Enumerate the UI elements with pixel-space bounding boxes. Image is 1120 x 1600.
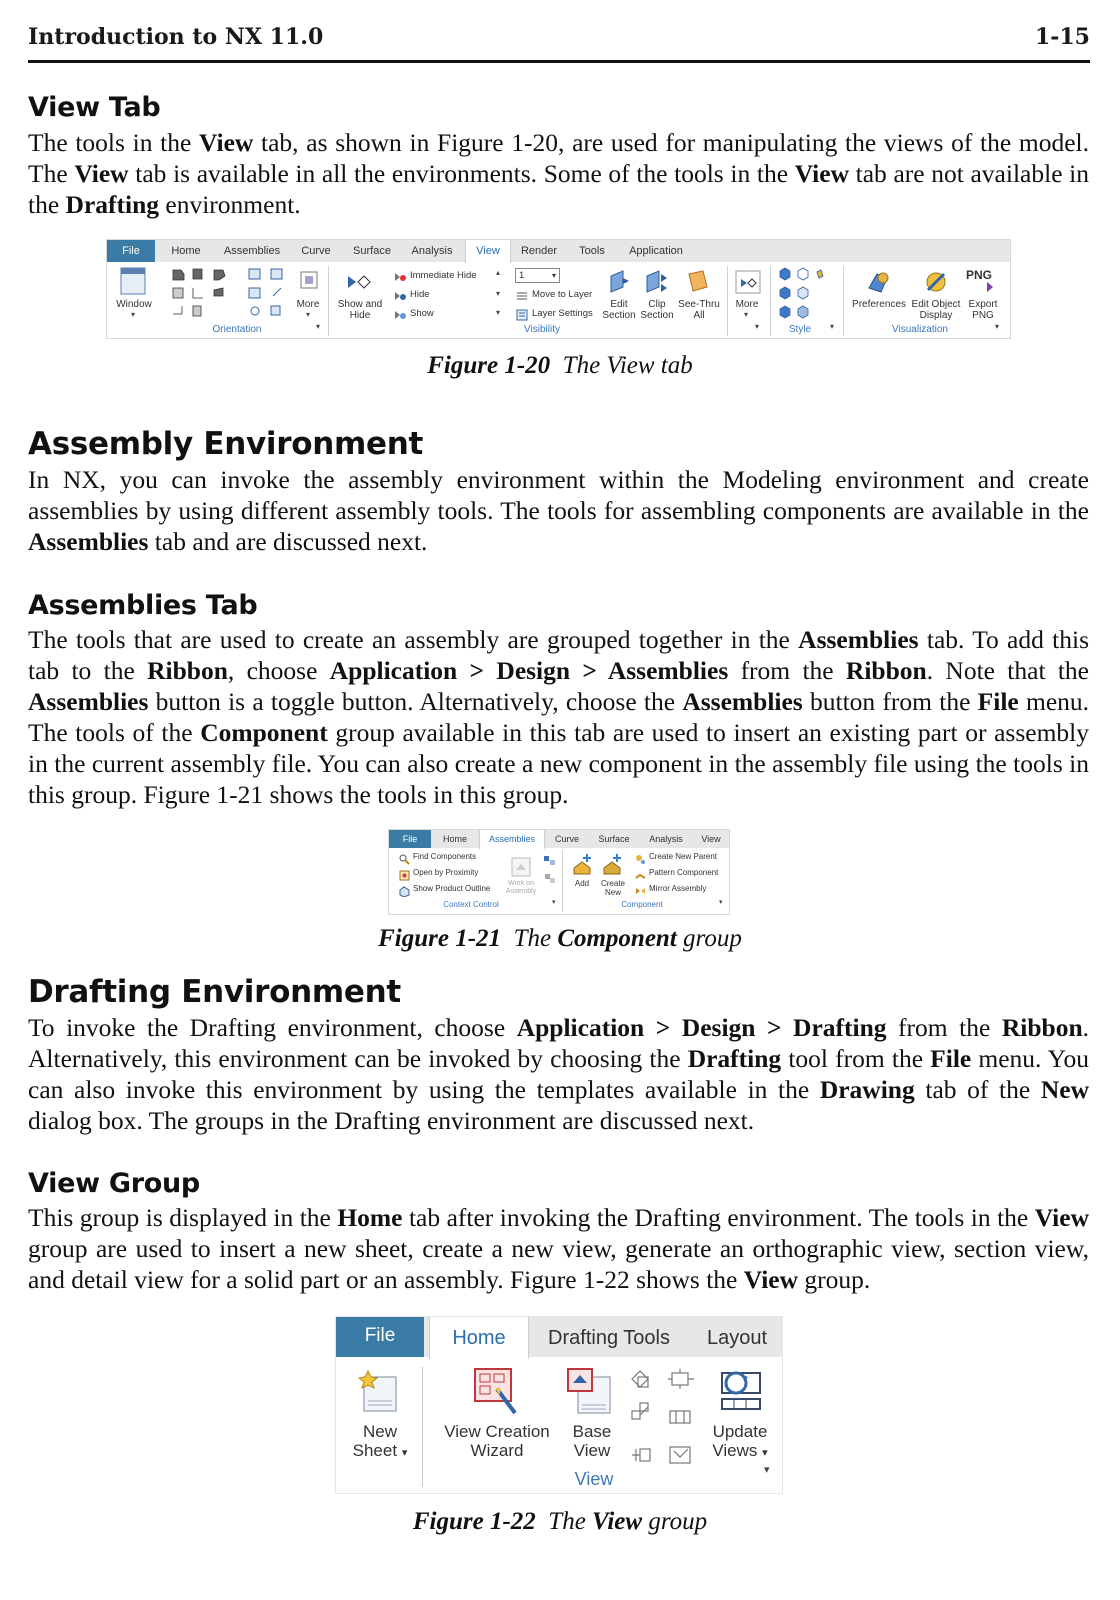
edit-object-display-icon bbox=[922, 268, 950, 296]
visualization-group-label: Visualization bbox=[892, 324, 948, 335]
see-thru-all-icon bbox=[685, 268, 711, 296]
update-views-label-2 bbox=[702, 1442, 778, 1461]
show-product-outline-icon bbox=[399, 884, 410, 895]
tab-assemblies[interactable]: Assemblies bbox=[223, 245, 281, 257]
tab-curve[interactable]: Curve bbox=[301, 245, 331, 257]
drafting-environment-heading: Drafting Environment bbox=[28, 974, 401, 1010]
view-creation-wizard-button[interactable] bbox=[436, 1423, 558, 1460]
orientation-view-icons[interactable] bbox=[169, 266, 237, 322]
caption-bold: Component bbox=[557, 925, 677, 952]
show-and-hide-icon bbox=[344, 270, 372, 294]
divider bbox=[422, 1367, 423, 1487]
tab-render[interactable]: Render bbox=[520, 245, 558, 257]
immediate-hide-button[interactable]: Immediate Hide bbox=[410, 270, 477, 281]
layer-settings-icon bbox=[516, 308, 528, 320]
new-sheet-label-2-text: Sheet bbox=[352, 1440, 398, 1460]
divider bbox=[562, 850, 563, 912]
assembly-constraint-icons[interactable] bbox=[543, 854, 557, 888]
move-to-layer-icon bbox=[516, 289, 528, 301]
more-dropdown-icon[interactable]: ▾ bbox=[306, 310, 311, 319]
new-sheet-label-1: New bbox=[362, 1422, 397, 1441]
find-components-button[interactable]: Find Components bbox=[413, 852, 477, 861]
clip-section-button[interactable]: Clip Section bbox=[640, 299, 674, 321]
hide-icon bbox=[393, 289, 407, 301]
hide-button[interactable]: Hide bbox=[410, 289, 430, 300]
edit-section-icon bbox=[607, 268, 633, 296]
new-sheet-icon bbox=[356, 1367, 402, 1417]
caption-post: group bbox=[648, 1508, 708, 1535]
base-view-button[interactable] bbox=[562, 1423, 622, 1460]
view-creation-wizard-label-2: Wizard bbox=[470, 1440, 524, 1460]
work-on-assembly-button[interactable]: Work on Assembly bbox=[505, 880, 537, 895]
tab-home[interactable]: Home bbox=[429, 1317, 529, 1359]
view-group-heading: View Group bbox=[28, 1168, 200, 1199]
caption-pre: The bbox=[548, 1508, 586, 1535]
new-sheet-button[interactable] bbox=[342, 1423, 418, 1460]
pattern-component-button[interactable]: Pattern Component bbox=[649, 868, 719, 877]
drafting-view-group-ribbon bbox=[335, 1316, 783, 1494]
preferences-button[interactable]: Preferences bbox=[852, 299, 906, 310]
orientation-group-label: Orientation bbox=[212, 324, 262, 335]
view-tools-icon-grid[interactable] bbox=[628, 1365, 700, 1483]
view-tab-heading: View Tab bbox=[28, 92, 161, 123]
style-expand-icon[interactable]: ▾ bbox=[830, 322, 835, 331]
view-creation-wizard-label-1: View Creation bbox=[444, 1422, 550, 1441]
assemblies-tab-paragraph: The tools that are used to create an assembly are grouped together in the Assemblies tab. To add this tab to the Ribbon, choose Application > Design > Assemblies from the Ribbon. Note that the Assemblies button is a toggle button. Alternatively, choose the Assemblies button from the File menu. The tools of the Component group available in this tab are used to insert an existing part or assembly in the current assembly file. You can also create a new component in the assembly file using the tools in this group. Figure 1-21 shows the tools in this group. bbox=[28, 625, 1090, 809]
tab-analysis[interactable]: Analysis bbox=[649, 834, 683, 844]
drafting-environment-paragraph: To invoke the Drafting environment, choose Application > Design > Drafting from the Ribbon. Alternatively, this environment can be invoked by choosing the Drafting tool from the File menu. You can also invoke this environment by using the templates available in the Drawing tab of the New dialog box. The groups in the Drafting environment are discussed next. bbox=[28, 1013, 1089, 1135]
tab-file[interactable]: File bbox=[389, 830, 431, 848]
add-button[interactable]: Add bbox=[574, 879, 590, 888]
update-views-button[interactable] bbox=[702, 1423, 778, 1460]
figure-1-22-caption bbox=[0, 1508, 1120, 1536]
caption-text: The View tab bbox=[562, 352, 693, 379]
layer-value: 1 bbox=[519, 270, 525, 281]
base-view-label-2: View bbox=[573, 1440, 611, 1460]
view-tab-ribbon bbox=[106, 239, 1011, 339]
layer-select-chevron-icon: ▾ bbox=[551, 271, 556, 280]
more-visibility-icon bbox=[735, 270, 761, 294]
window-button[interactable]: Window bbox=[116, 299, 152, 310]
export-png-button[interactable]: Export PNG bbox=[968, 299, 998, 321]
pattern-component-icon bbox=[635, 868, 646, 879]
see-thru-all-button[interactable]: See-Thru All bbox=[678, 299, 720, 321]
create-new-parent-icon bbox=[635, 852, 646, 863]
show-and-hide-button[interactable]: Show and Hide bbox=[337, 299, 383, 321]
caption-number: Figure 1-20 bbox=[427, 352, 551, 379]
running-header bbox=[28, 22, 1090, 63]
tab-surface[interactable]: Surface bbox=[598, 834, 630, 844]
caption-post: group bbox=[683, 925, 742, 952]
show-icon bbox=[393, 308, 407, 320]
tab-view[interactable]: View bbox=[465, 240, 511, 263]
component-expand-icon[interactable]: ▾ bbox=[719, 899, 723, 906]
chevron-down-icon: ▾ bbox=[401, 1446, 408, 1459]
visualization-expand-icon[interactable]: ▾ bbox=[995, 322, 1000, 331]
component-group-label: Component bbox=[621, 900, 663, 909]
component-group-ribbon bbox=[388, 829, 730, 915]
chevron-down-icon: ▾ bbox=[762, 1446, 768, 1459]
png-text: PNG bbox=[966, 268, 993, 282]
caption-bold: View bbox=[592, 1508, 643, 1535]
scroll-up-icon[interactable]: ▴ bbox=[496, 268, 501, 277]
open-by-proximity-button[interactable]: Open by Proximity bbox=[413, 868, 479, 877]
scroll-down-icon[interactable]: ▾ bbox=[496, 289, 501, 298]
context-control-expand-icon[interactable]: ▾ bbox=[552, 899, 556, 906]
figure-1-20-caption bbox=[0, 352, 1120, 380]
book-title: Introduction to NX 11.0 bbox=[28, 24, 324, 50]
view-group-label: View bbox=[574, 1469, 614, 1489]
more-visibility-dropdown-icon[interactable]: ▾ bbox=[744, 310, 749, 319]
open-by-proximity-icon bbox=[399, 868, 410, 879]
mirror-assembly-icon bbox=[635, 884, 646, 895]
preferences-icon bbox=[865, 268, 893, 296]
divider bbox=[328, 266, 329, 336]
tab-assemblies[interactable]: Assemblies bbox=[479, 830, 545, 849]
create-new-button[interactable]: Create New bbox=[600, 879, 625, 897]
more-visibility-button[interactable]: More bbox=[735, 299, 759, 310]
tab-file[interactable]: File bbox=[336, 1317, 424, 1357]
assemblies-tab-heading: Assemblies Tab bbox=[28, 590, 258, 621]
tab-home[interactable]: Home bbox=[171, 245, 201, 257]
create-new-component-icon bbox=[601, 852, 625, 878]
immediate-hide-icon bbox=[393, 270, 407, 282]
create-new-parent-button[interactable]: Create New Parent bbox=[649, 852, 718, 861]
find-components-icon bbox=[399, 852, 410, 863]
zoom-view-icons[interactable] bbox=[247, 266, 289, 322]
edit-section-button[interactable]: Edit Section bbox=[602, 299, 636, 321]
figure-1-21-caption bbox=[0, 925, 1120, 953]
caption-pre: The bbox=[513, 925, 552, 952]
tab-application[interactable]: Application bbox=[629, 245, 683, 257]
update-views-label-2-text: Views bbox=[712, 1440, 758, 1460]
more-orientation-button[interactable]: More bbox=[296, 299, 320, 310]
page-number: 1-15 bbox=[1034, 24, 1090, 50]
clip-section-icon bbox=[643, 268, 671, 296]
update-views-icon bbox=[716, 1367, 766, 1411]
tab-surface[interactable]: Surface bbox=[353, 245, 391, 257]
work-on-assembly-icon bbox=[510, 856, 532, 878]
base-view-icon bbox=[564, 1365, 614, 1419]
assembly-environment-heading: Assembly Environment bbox=[28, 426, 423, 462]
expand-icon[interactable]: ▾ bbox=[496, 308, 501, 317]
tab-view[interactable]: View bbox=[701, 834, 721, 844]
window-icon bbox=[119, 266, 147, 296]
layer-select[interactable] bbox=[515, 268, 560, 283]
caption-number: Figure 1-22 bbox=[412, 1508, 536, 1535]
visibility-group-label: Visibility bbox=[524, 324, 560, 335]
view-tab-paragraph: The tools in the View tab, as shown in Figure 1-20, are used for manipulating the views of the model. The View tab is available in all the environments. Some of the tools in the View tab are not available in the Drafting environment. bbox=[28, 128, 1090, 219]
show-product-outline-button[interactable]: Show Product Outline bbox=[413, 884, 491, 893]
tab-curve[interactable]: Curve bbox=[554, 834, 579, 844]
assembly-environment-paragraph: In NX, you can invoke the assembly environment within the Modeling environment and create assemblies by using different assembly tools. The tools for assembling components are available in the Assemblies tab and are discussed next. bbox=[28, 465, 1089, 556]
context-control-group-label: Context Control bbox=[443, 900, 499, 909]
divider bbox=[770, 266, 771, 336]
export-png-icon bbox=[965, 266, 995, 296]
add-component-icon bbox=[571, 852, 595, 878]
orientation-expand-icon[interactable]: ▾ bbox=[316, 322, 321, 331]
style-group-label: Style bbox=[788, 324, 812, 335]
show-button[interactable]: Show bbox=[410, 308, 434, 319]
tab-home[interactable]: Home bbox=[442, 834, 467, 844]
move-to-layer-button[interactable]: Move to Layer bbox=[532, 289, 593, 300]
tab-file[interactable]: File bbox=[107, 240, 155, 262]
base-view-label-1: Base bbox=[572, 1422, 612, 1441]
mirror-assembly-button[interactable]: Mirror Assembly bbox=[649, 884, 707, 893]
view-group-expand-icon[interactable]: ▾ bbox=[764, 1464, 770, 1476]
tab-tools[interactable]: Tools bbox=[579, 245, 605, 257]
tab-analysis[interactable]: Analysis bbox=[411, 245, 453, 257]
tab-layout[interactable]: Layout bbox=[706, 1327, 768, 1349]
view-creation-wizard-icon bbox=[471, 1365, 521, 1419]
view-group-paragraph: This group is displayed in the Home tab after invoking the Drafting environment. The tools in the View group are used to insert a new sheet, create a new view, generate an orthographic view, section view, and detail view for a solid part or an assembly. Figure 1-22 shows the View group. bbox=[28, 1203, 1089, 1294]
more-orientation-icon bbox=[299, 270, 319, 290]
edit-object-display-button[interactable]: Edit Object Display bbox=[911, 299, 961, 321]
divider bbox=[843, 266, 844, 336]
style-rendering-icons[interactable] bbox=[777, 266, 837, 322]
window-dropdown-icon[interactable]: ▾ bbox=[131, 310, 136, 319]
caption-number: Figure 1-21 bbox=[378, 925, 502, 952]
layer-settings-button[interactable]: Layer Settings bbox=[532, 308, 593, 319]
update-views-label-1: Update bbox=[712, 1422, 768, 1441]
visibility-expand-icon[interactable]: ▾ bbox=[755, 322, 760, 331]
tab-drafting-tools[interactable]: Drafting Tools bbox=[548, 1327, 670, 1349]
new-sheet-label-2 bbox=[342, 1442, 418, 1461]
